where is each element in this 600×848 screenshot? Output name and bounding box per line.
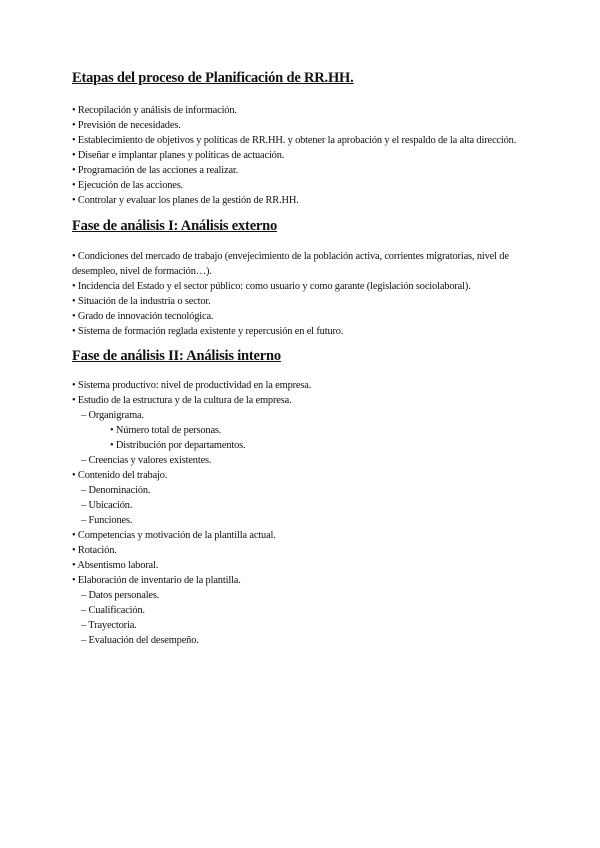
list-item: • Estudio de la estructura y de la cultura de la empresa. [72, 395, 292, 406]
list-subitem: – Trayectoria. [81, 620, 137, 631]
list-subitem: – Ubicación. [81, 500, 133, 511]
list-subitem: – Datos personales. [81, 590, 160, 601]
list-item: • Absentismo laboral. [72, 560, 159, 571]
list-item: • Rotación. [72, 545, 117, 556]
list-subitem: – Creencias y valores existentes. [81, 455, 212, 466]
bullet-list [72, 378, 532, 648]
section-heading: Fase de análisis II: Análisis interno [72, 348, 281, 364]
list-item: • Controlar y evaluar los planes de la gestión de RR.HH. [72, 195, 299, 206]
list-subsubitem: • Número total de personas. [110, 425, 222, 436]
list-item: • Contenido del trabajo. [72, 470, 168, 481]
list-item: • Incidencia del Estado y el sector público: como usuario y como garante (legislación sociolaboral). [72, 281, 471, 292]
list-subitem: – Funciones. [81, 515, 133, 526]
list-item: • Previsión de necesidades. [72, 120, 181, 131]
section-heading: Fase de análisis I: Análisis externo [72, 218, 278, 234]
list-subitem: – Cualificación. [81, 605, 145, 616]
section-heading: Etapas del proceso de Planificación de RR.HH. [72, 70, 354, 86]
section-analisis-interno [72, 348, 532, 648]
section-analisis-externo [72, 218, 532, 339]
list-item: • Recopilación y análisis de información. [72, 105, 237, 116]
list-item: • Condiciones del mercado de trabajo (envejecimiento de la población activa, corrientes migratorias, nivel de desempleo, nivel de formación…). [72, 251, 509, 277]
list-item: • Establecimiento de objetivos y políticas de RR.HH. y obtener la aprobación y el respaldo de la alta dirección. [72, 135, 517, 146]
list-subitem: – Evaluación del desempeño. [81, 635, 199, 646]
section-etapas [72, 70, 532, 208]
list-item: • Programación de las acciones a realizar. [72, 165, 239, 176]
list-subitem: – Organigrama. [81, 410, 144, 421]
bullet-list [72, 249, 532, 339]
list-item: • Competencias y motivación de la plantilla actual. [72, 530, 276, 541]
list-item: • Grado de innovación tecnológica. [72, 311, 214, 322]
bullet-list [72, 103, 532, 208]
list-item: • Elaboración de inventario de la plantilla. [72, 575, 241, 586]
list-item: • Situación de la industria o sector. [72, 296, 211, 307]
list-item: • Ejecución de las acciones. [72, 180, 184, 191]
list-subsubitem: • Distribución por departamentos. [110, 440, 246, 451]
document-content [72, 70, 532, 648]
list-subitem: – Denominación. [81, 485, 151, 496]
list-item: • Diseñar e implantar planes y políticas de actuación. [72, 150, 285, 161]
list-item: • Sistema productivo: nivel de productividad en la empresa. [72, 380, 312, 391]
list-item: • Sistema de formación reglada existente y repercusión en el futuro. [72, 326, 344, 337]
